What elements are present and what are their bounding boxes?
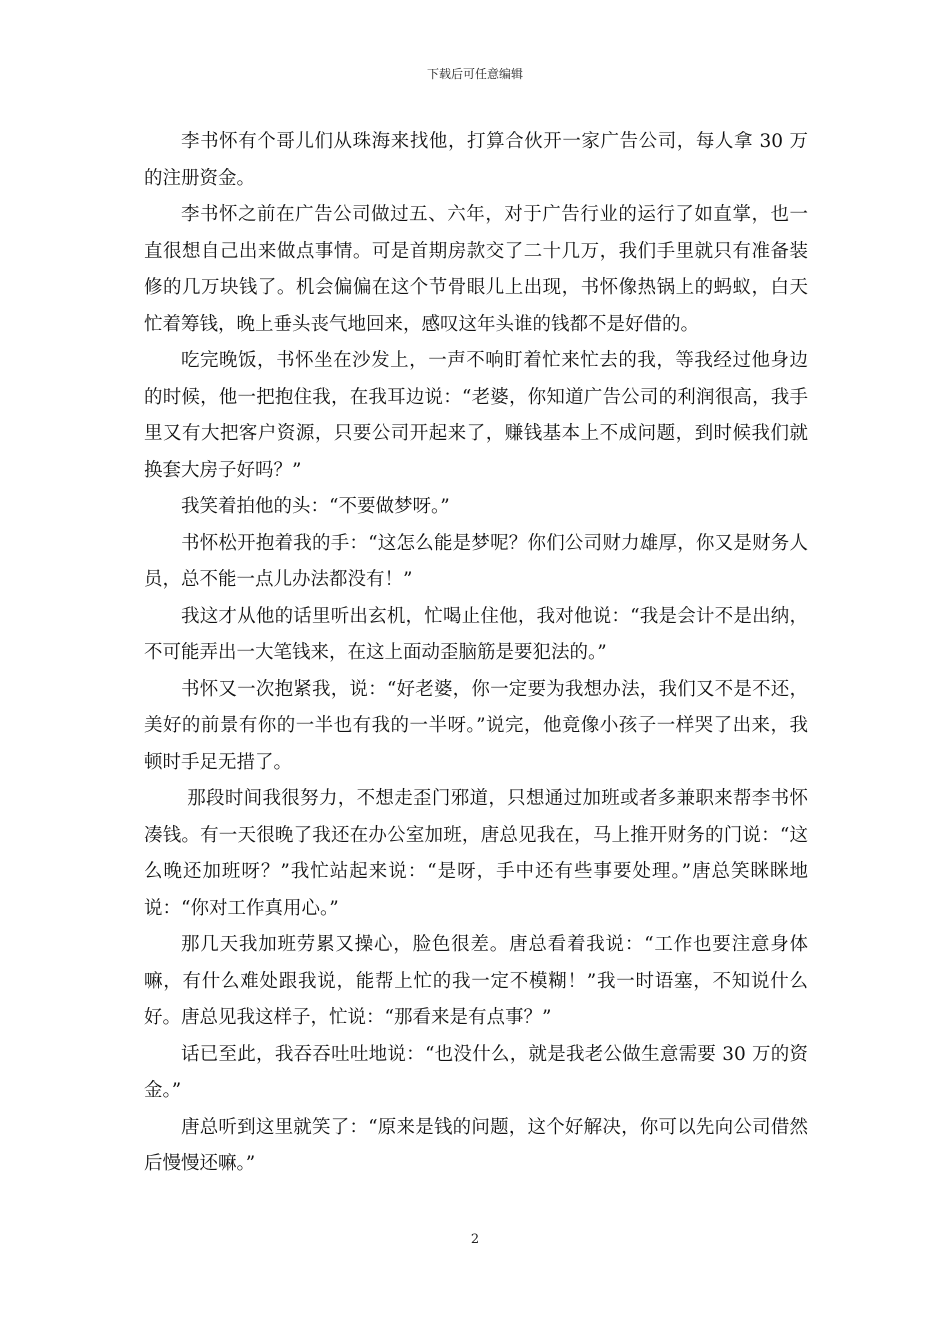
paragraph: 那几天我加班劳累又操心，脸色很差。唐总看着我说：“工作也要注意身体嘛，有什么难处跟我说，能帮上忙的我一定不模糊！”我一时语塞，不知说什么好。唐总见我这样子，忙说：“那看来是有点事？”: [144, 934, 808, 1028]
paragraph: 李书怀之前在广告公司做过五、六年，对于广告行业的运行了如直掌，也一直很想自己出来做点事情。可是首期房款交了二十几万，我们手里就只有准备装修的几万块钱了。机会偏偏在这个节骨眼儿上出现，书怀像热锅上的蚂蚁，白天忙着筹钱，晚上垂头丧气地回来，感叹这年头谁的钱都不是好借的。: [144, 204, 808, 335]
paragraph: 书怀松开抱着我的手：“这怎么能是梦呢？你们公司财力雄厚，你又是财务人员，总不能一点儿办法都没有！”: [144, 532, 808, 590]
body-text: [144, 124, 808, 1183]
paragraph: 李书怀有个哥儿们从珠海来找他，打算合伙开一家广告公司，每人拿 30 万的注册资金。: [144, 131, 808, 189]
paragraph: 那段时间我很努力，不想走歪门邪道，只想通过加班或者多兼职来帮李书怀凑钱。有一天很晚了我还在办公室加班，唐总见我在，马上推开财务的门说：“这么晚还加班呀？”我忙站起来说：“是呀，手中还有些事要处理。”唐总笑眯眯地说：“你对工作真用心。”: [144, 788, 808, 919]
paragraph: 吃完晚饭，书怀坐在沙发上，一声不响盯着忙来忙去的我，等我经过他身边的时候，他一把抱住我，在我耳边说：“老婆，你知道广告公司的利润很高，我手里又有大把客户资源，只要公司开起来了，赚钱基本上不成问题，到时候我们就换套大房子好吗？”: [144, 350, 808, 481]
paragraph: 唐总听到这里就笑了：“原来是钱的问题，这个好解决，你可以先向公司借然后慢慢还嘛。”: [144, 1116, 808, 1174]
paragraph: 我这才从他的话里听出玄机，忙喝止住他，我对他说：“我是会计不是出纳，不可能弄出一大笔钱来，在这上面动歪脑筋是要犯法的。”: [144, 605, 808, 663]
paragraph: 书怀又一次抱紧我，说：“好老婆，你一定要为我想办法，我们又不是不还，美好的前景有你的一半也有我的一半呀。”说完，他竟像小孩子一样哭了出来，我顿时手足无措了。: [144, 678, 808, 773]
paragraph: 我笑着拍他的头：“不要做梦呀。”: [181, 496, 450, 517]
paragraph: 话已至此，我吞吞吐吐地说：“也没什么，就是我老公做生意需要 30 万的资金。”: [144, 1043, 808, 1101]
page-header: 下载后可任意编辑: [426, 67, 523, 81]
page-number: 2: [470, 1232, 480, 1247]
